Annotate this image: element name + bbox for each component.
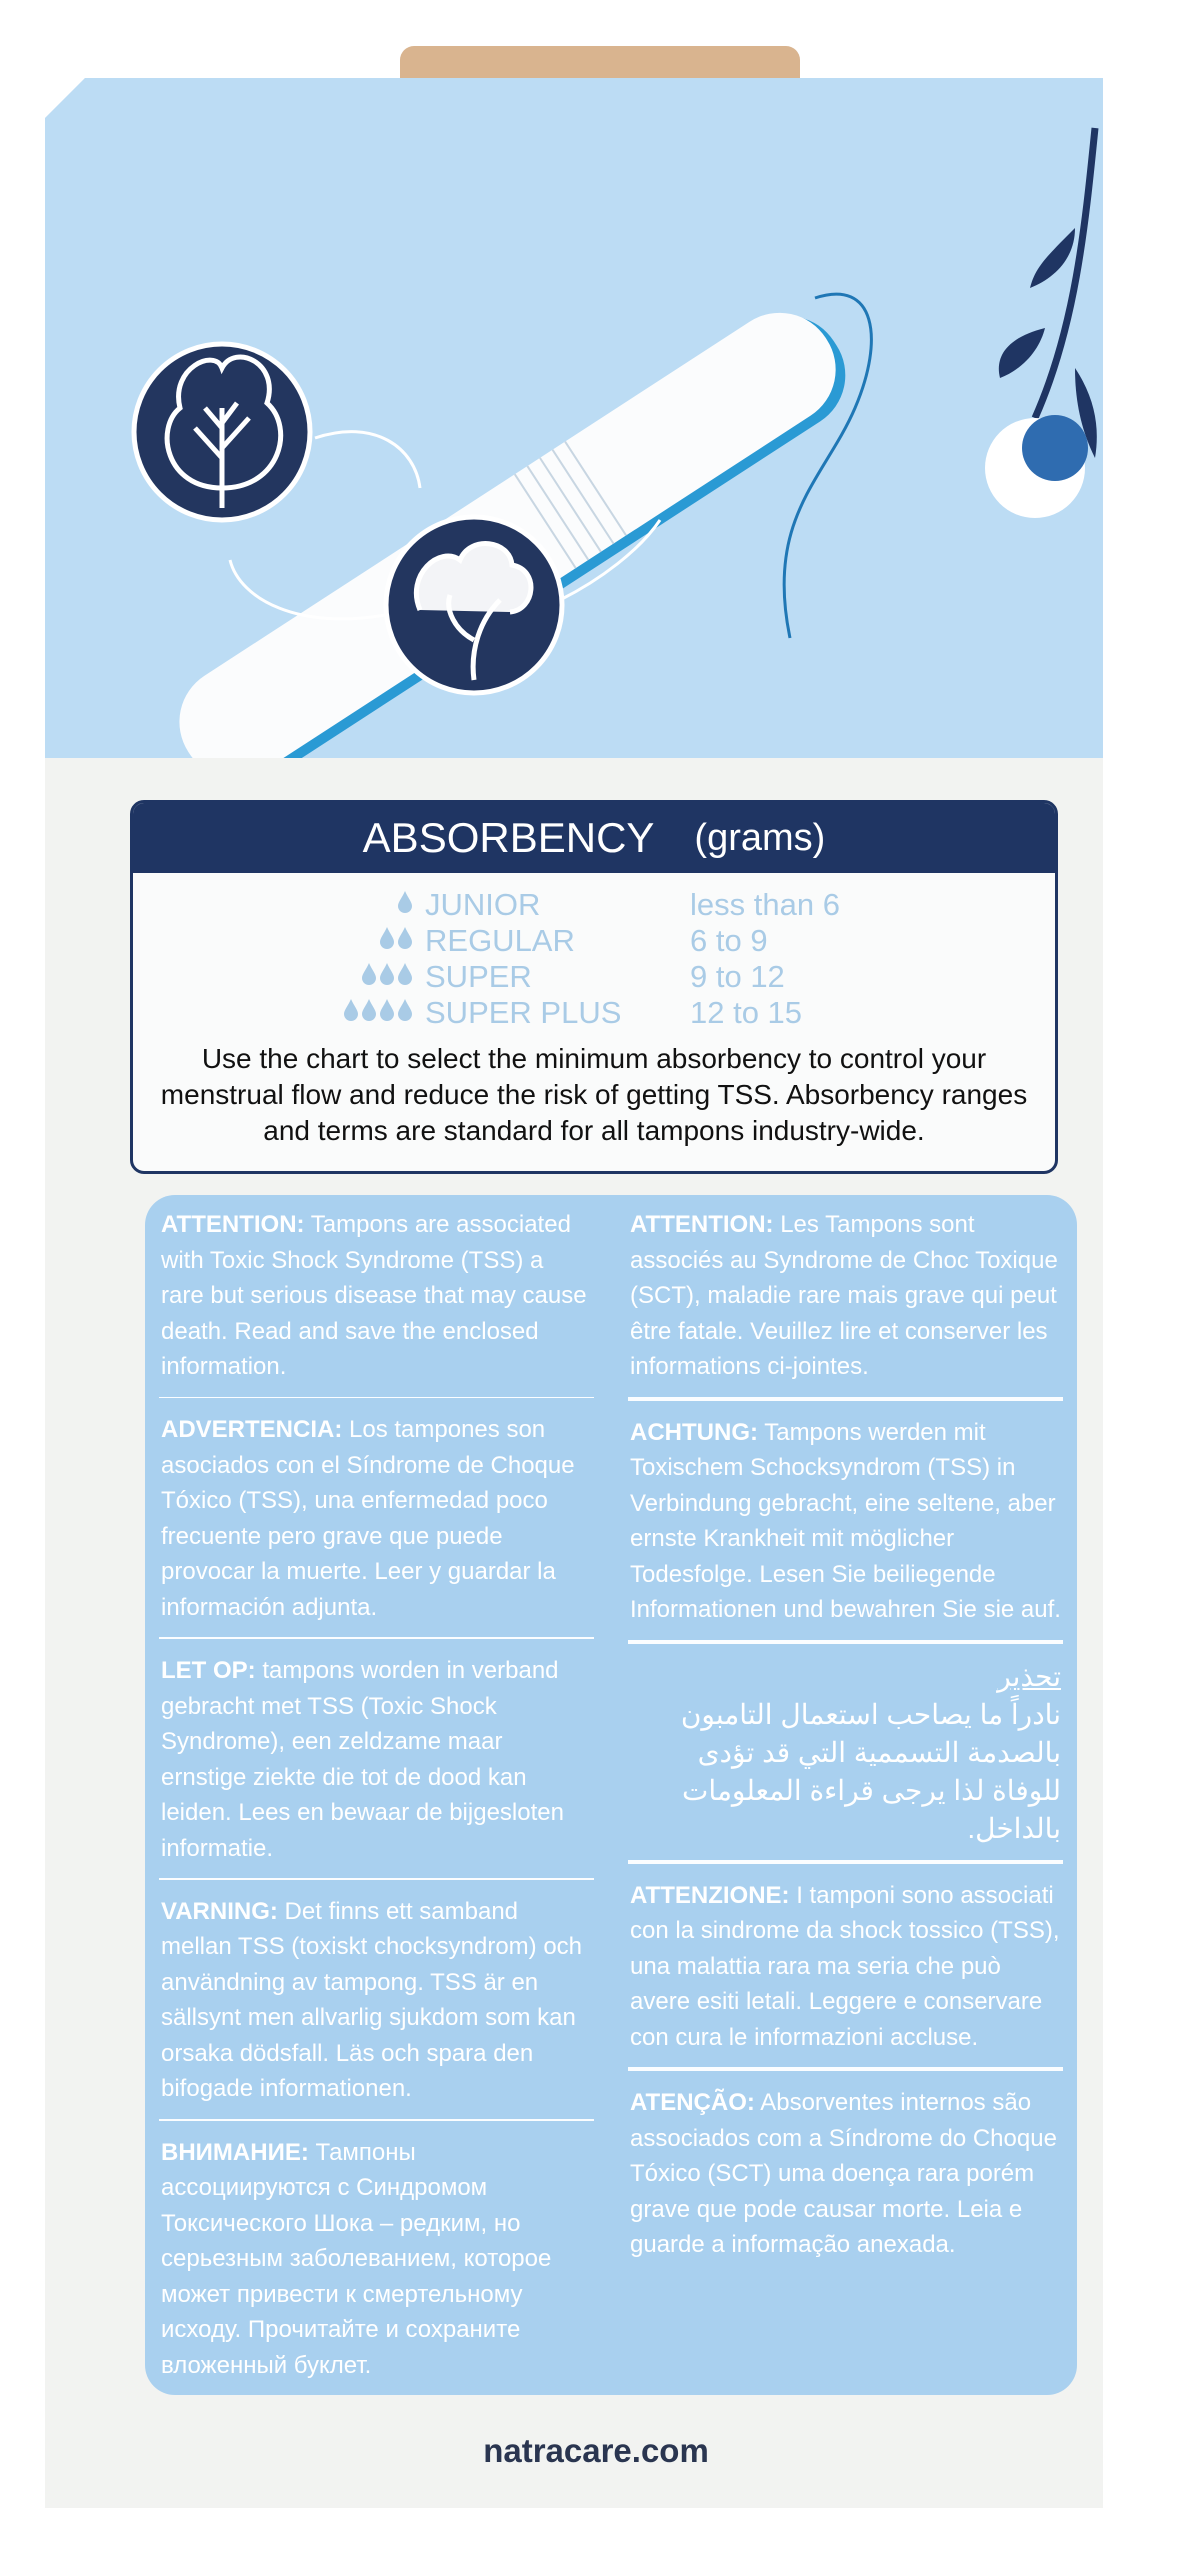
warning-fr [628, 1207, 1063, 1397]
drop-icon [343, 998, 359, 1022]
warning-text: نادراً ما يصاحب استعمال التامبون بالصدمة التسممية التي قد تؤدى للوفاة لذا يرجى قراءة المعلومات بالداخل. [680, 1698, 1061, 1844]
drop-icon [397, 998, 413, 1022]
absorbency-row [133, 887, 1055, 923]
divider [628, 1860, 1063, 1864]
drop-icon [133, 926, 425, 957]
absorbency-level: JUNIOR [425, 887, 541, 922]
divider [628, 2067, 1063, 2071]
divider [159, 2119, 594, 2121]
divider [159, 1397, 594, 1399]
warning-label: ATENÇÃO: [630, 2089, 755, 2116]
drop-icon [133, 998, 425, 1029]
absorbency-row [133, 959, 1055, 995]
tss-warning-panel [145, 1195, 1077, 2395]
arrow [560, 520, 660, 600]
drop-icon [397, 890, 413, 914]
warning-label: ADVERTENCIA: [161, 1416, 343, 1444]
drop-icon [361, 998, 377, 1022]
absorbency-header [133, 803, 1055, 873]
absorbency-range: 12 to 15 [690, 995, 803, 1030]
absorbency-row [133, 995, 1055, 1031]
warning-label: تحذير [997, 1660, 1061, 1692]
absorbency-chart [130, 800, 1058, 1174]
warning-de [628, 1415, 1063, 1640]
warning-it [628, 1878, 1063, 2068]
warning-text: I tamponi sono associati con la sindrome da shock tossico (TSS), una malattia rara ma seria che può avere esiti letali. Leggere e conservare con cura le informazioni accluse. [630, 1881, 1060, 2051]
absorbency-range: less than 6 [690, 887, 840, 922]
warning-text: Los tampones son asociados con el Síndrome de Choque Tóxico (TSS), una enfermedad poco frecuente pero grave que puede provocar la muerte. Leer y guardar la información adjunta. [161, 1416, 575, 1621]
absorbency-title: ABSORBENCY [362, 814, 655, 861]
warning-text: tampons worden in verband gebracht met TSS (Toxic Shock Syndrome), een zeldzame maar ernstige ziekte die tot de dood kan leiden. Lees en bewaar de bijgesloten informatie. [161, 1657, 564, 1862]
drop-icon [379, 926, 395, 950]
warning-label: ATTENTION: [630, 1211, 774, 1238]
absorbency-level: REGULAR [425, 923, 575, 958]
warning-ar [628, 1658, 1063, 1860]
warning-column-left [159, 1195, 594, 2395]
warning-sv [159, 1894, 594, 2119]
divider [628, 1640, 1063, 1644]
warning-label: ATTENTION: [161, 1211, 305, 1238]
warning-text: Les Tampons sont associés au Syndrome de Choc Toxique (SCT), maladie rare mais grave qui peut être fatale. Veuillez lire et conserver les informations ci-jointes. [630, 1211, 1058, 1380]
warning-en [159, 1207, 594, 1397]
warning-es [159, 1412, 594, 1637]
website-url: natracare.com [483, 2432, 709, 2469]
warning-label: ATTENZIONE: [630, 1881, 790, 1909]
absorbency-level: SUPER [425, 959, 532, 994]
warning-text: Tampons werden mit Toxischem Schocksyndrom (TSS) in Verbindung gebracht, eine seltene, aber ernste Krankheit mit möglicher Todesfolge. Lesen Sie beiliegende Informationen und bewahren Sie sie auf. [630, 1418, 1061, 1623]
warning-label: ВНИМАНИЕ: [161, 2138, 309, 2166]
absorbency-unit: (grams) [694, 816, 826, 859]
warning-label: VARNING: [161, 1897, 278, 1925]
drop-icon [397, 962, 413, 986]
drop-icon [379, 962, 395, 986]
drop-icon [361, 962, 377, 986]
warning-pt [628, 2085, 1063, 2275]
warning-text: Absorventes internos são associados com a Síndrome do Choque Tóxico (SCT) uma doença rara porém grave que pode causar morte. Leia e guarde a informação anexada. [630, 2089, 1057, 2258]
divider [159, 1878, 594, 1880]
drop-icon [133, 890, 425, 921]
warning-text: Det finns ett samband mellan TSS (toxiskt chocksyndrom) och användning av tampong. TSS är en sällsynt men allvarlig sjukdom som kan orsaka dödsfall. Läs och spara den bifogade informationen. [161, 1897, 583, 2103]
absorbency-note: Use the chart to select the minimum absorbency to control your menstrual flow and reduce the risk of getting TSS. Absorbency ranges and terms are standard for all tampons industry-wide. [160, 1043, 1028, 1146]
divider [628, 1397, 1063, 1401]
warning-ru [159, 2135, 594, 2396]
divider [159, 1637, 594, 1639]
arrow [230, 560, 385, 619]
warning-text: Тампоны ассоциируются с Синдромом Токсического Шока – редким, но серьезным заболеванием, которое может привести к смертельному исходу. Прочитайте и сохраните вложенный буклет. [161, 2138, 552, 2379]
absorbency-level: SUPER PLUS [425, 995, 622, 1030]
warning-label: ACHTUNG: [630, 1418, 758, 1446]
drop-icon [133, 962, 425, 993]
warning-label: LET OP: [161, 1657, 256, 1684]
absorbency-range: 9 to 12 [690, 959, 785, 994]
warning-column-right [628, 1195, 1063, 2395]
drop-icon [397, 926, 413, 950]
illustration-overlay [0, 0, 1192, 780]
drop-icon [379, 998, 395, 1022]
warning-text: Tampons are associated with Toxic Shock Syndrome (TSS) a rare but serious disease that may cause death. Read and save the enclosed information. [161, 1211, 587, 1380]
cotton-icon [386, 517, 562, 693]
absorbency-row [133, 923, 1055, 959]
absorbency-range: 6 to 9 [690, 923, 768, 958]
warning-nl [159, 1653, 594, 1878]
